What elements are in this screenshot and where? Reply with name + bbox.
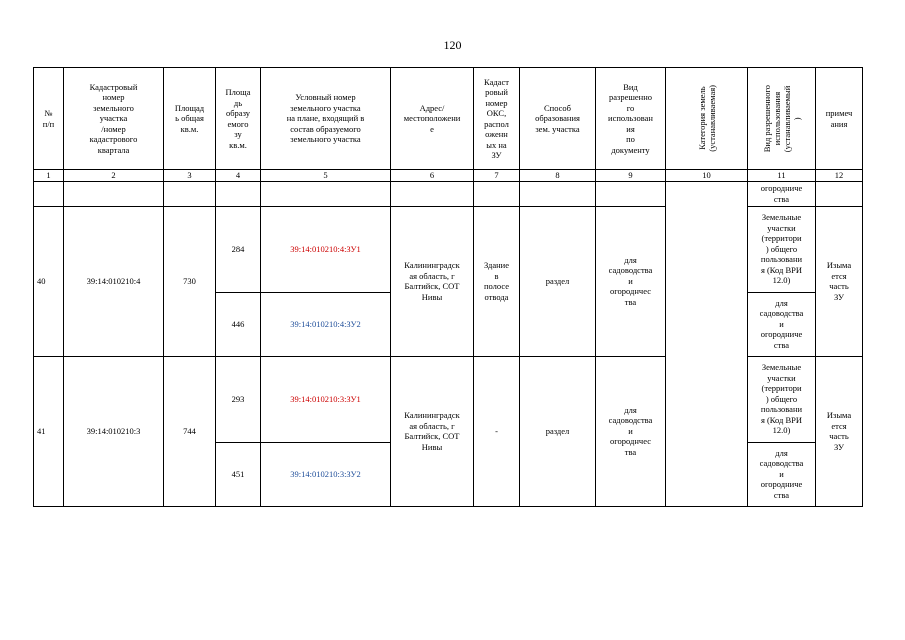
sub-code: 39:14:010210:4:ЗУ1: [261, 206, 391, 292]
col-number: 11: [748, 170, 816, 182]
col-number: 3: [164, 170, 216, 182]
record-number: 40: [34, 206, 64, 356]
page-number: 120: [443, 38, 462, 52]
sub-use: для садоводства и огородниче ства: [748, 292, 816, 356]
header-method: Способ образования зем. участка: [520, 68, 596, 170]
col-number: 7: [474, 170, 520, 182]
record-address: Калининградск ая область, г Балтийск, СОТ Нивы: [391, 356, 474, 506]
sub-area: 293: [216, 356, 261, 442]
sub-code: 39:14:010210:3:ЗУ1: [261, 356, 391, 442]
record-use-doc: для садоводства и огороднчес тва: [596, 356, 666, 506]
record-oks: -: [474, 356, 520, 506]
record-use-doc: для садоводства и огороднчес тва: [596, 206, 666, 356]
record-oks: Здание в полосе отвода: [474, 206, 520, 356]
header-notes: примеч ания: [816, 68, 863, 170]
col-number: 1: [34, 170, 64, 182]
record-area-total: 730: [164, 206, 216, 356]
header-area-total: Площад ь общая кв.м.: [164, 68, 216, 170]
column-numbers-row: [34, 170, 863, 182]
record-number: 41: [34, 356, 64, 506]
sub-area: 451: [216, 442, 261, 506]
record-cadastral: 39:14:010210:4: [64, 206, 164, 356]
carry-over-row: [34, 181, 863, 206]
header-use-set: Вид разрешенного использования (устанавливаемый ): [748, 68, 816, 170]
col-number: 9: [596, 170, 666, 182]
sub-use: Земельные участки (территори ) общего пользовани я (Код ВРИ 12.0): [748, 356, 816, 442]
sub-area: 284: [216, 206, 261, 292]
sub-use: для садоводства и огородниче ства: [748, 442, 816, 506]
header-num: № п/п: [34, 68, 64, 170]
category-cell: [666, 181, 748, 506]
record-cadastral: 39:14:010210:3: [64, 356, 164, 506]
header-cadastral: Кадастровый номер земельного участка /номер кадастрового квартала: [64, 68, 164, 170]
record-method: раздел: [520, 206, 596, 356]
col-number: 5: [261, 170, 391, 182]
col-number: 2: [64, 170, 164, 182]
header-area-formed: Площа дь образу емого зу кв.м.: [216, 68, 261, 170]
header-conditional-number: Условный номер земельного участка на плане, входящий в состав образуемого земельного участка: [261, 68, 391, 170]
header-address: Адрес/ местоположени е: [391, 68, 474, 170]
record-address: Калининградск ая область, г Балтийск, СОТ Нивы: [391, 206, 474, 356]
record-method: раздел: [520, 356, 596, 506]
sub-area: 446: [216, 292, 261, 356]
header-row: [34, 68, 863, 170]
record-note: Изыма ется часть ЗУ: [816, 206, 863, 356]
col-number: 10: [666, 170, 748, 182]
carry-use-cell: огородниче ства: [748, 181, 816, 206]
header-use-doc: Вид разрешенно го использован ия по документу: [596, 68, 666, 170]
land-plots-table: [33, 67, 863, 507]
sub-code: 39:14:010210:3:ЗУ2: [261, 442, 391, 506]
header-oks: Кадаст ровый номер ОКС, распол оженн ых на ЗУ: [474, 68, 520, 170]
sub-use: Земельные участки (территори ) общего пользовани я (Код ВРИ 12.0): [748, 206, 816, 292]
col-number: 12: [816, 170, 863, 182]
header-category: Категория земель (устанавливаемая): [666, 68, 748, 170]
col-number: 8: [520, 170, 596, 182]
sub-code: 39:14:010210:4:ЗУ2: [261, 292, 391, 356]
col-number: 4: [216, 170, 261, 182]
record-note: Изыма ется часть ЗУ: [816, 356, 863, 506]
record-area-total: 744: [164, 356, 216, 506]
col-number: 6: [391, 170, 474, 182]
